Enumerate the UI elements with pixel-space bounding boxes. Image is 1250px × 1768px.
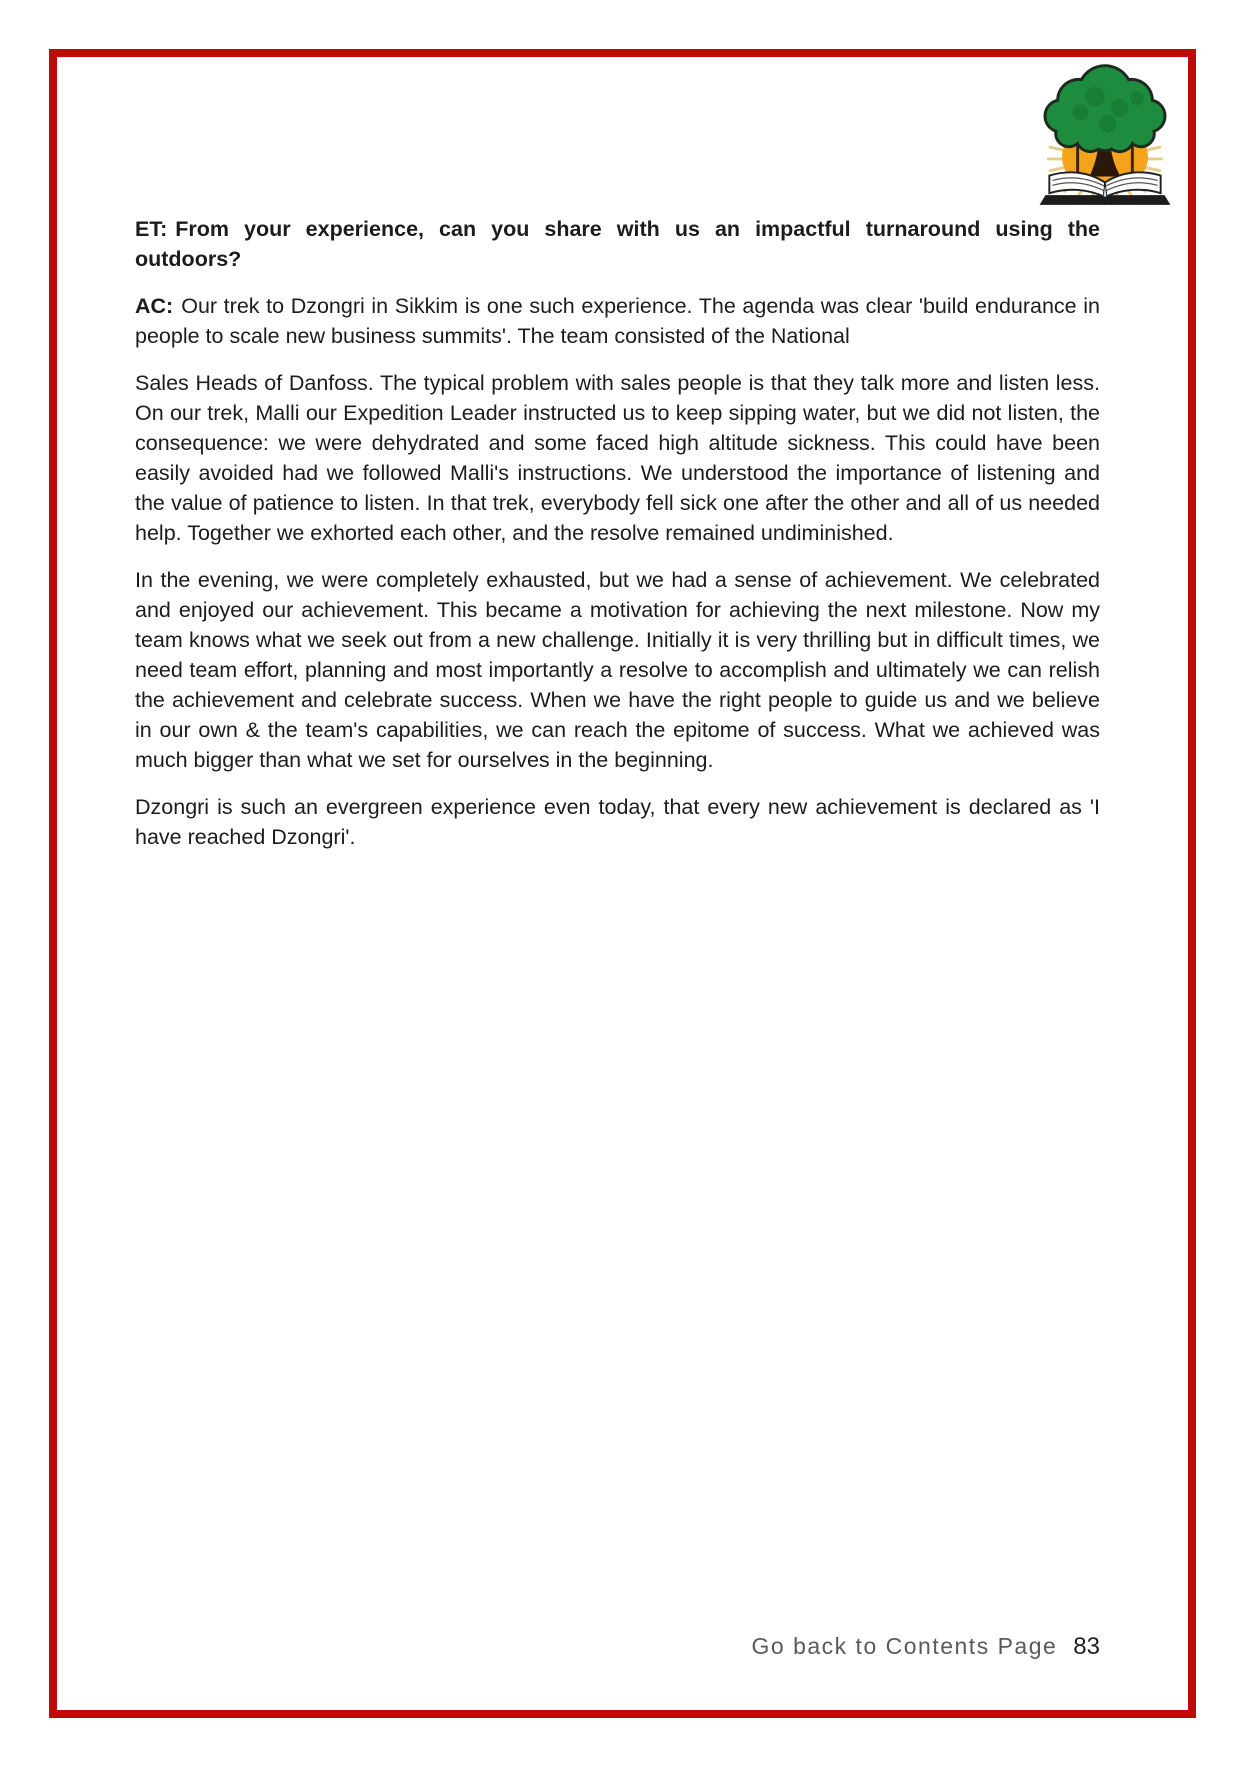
question-paragraph <box>135 214 1100 274</box>
page-footer <box>135 1633 1100 1661</box>
page-number: 83 <box>1073 1633 1100 1660</box>
answer-text-1: Our trek to Dzongri in Sikkim is one such experience. The agenda was clear 'build endurance in people to scale new business summits'. The team consisted of the National <box>135 294 1100 348</box>
answer-paragraph-2: Sales Heads of Danfoss. The typical problem with sales people is that they talk more and listen less. On our trek, Malli our Expedition Leader instructed us to keep sipping water, but we did not listen, the consequence: we were dehydrated and some faced high altitude sickness. This could have been easily avoided had we followed Malli's instructions. We understood the importance of listening and the value of patience to listen. In that trek, everybody fell sick one after the other and all of us needed help. Together we exhorted each other, and the resolve remained undiminished. <box>135 371 1100 545</box>
question-text: From your experience, can you share with us an impactful turnaround using the outdoors? <box>135 217 1100 271</box>
answer-paragraph-1 <box>135 291 1100 351</box>
answer-paragraph-3: In the evening, we were completely exhausted, but we had a sense of achievement. We celebrated and enjoyed our achievement. This became a motivation for achieving the next milestone. Now my team knows what we seek out from a new challenge. Initially it is very thrilling but in difficult times, we need team effort, planning and most importantly a resolve to accomplish and ultimately we can relish the achievement and celebrate success. When we have the right people to guide us and we believe in our own & the team's capabilities, we can reach the epitome of success. What we achieved was much bigger than what we set for ourselves in the beginning. <box>135 568 1100 772</box>
go-back-contents-link[interactable]: Go back to Contents Page <box>751 1633 1058 1659</box>
tree-book-logo <box>1022 58 1188 215</box>
question-speaker-label: ET: <box>135 217 168 241</box>
answer-paragraph-4: Dzongri is such an evergreen experience even today, that every new achievement is declared as 'I have reached Dzongri'. <box>135 795 1100 849</box>
answer-speaker-label: AC: <box>135 294 174 318</box>
tree-crown <box>1046 67 1163 150</box>
interview-content <box>135 214 1100 869</box>
